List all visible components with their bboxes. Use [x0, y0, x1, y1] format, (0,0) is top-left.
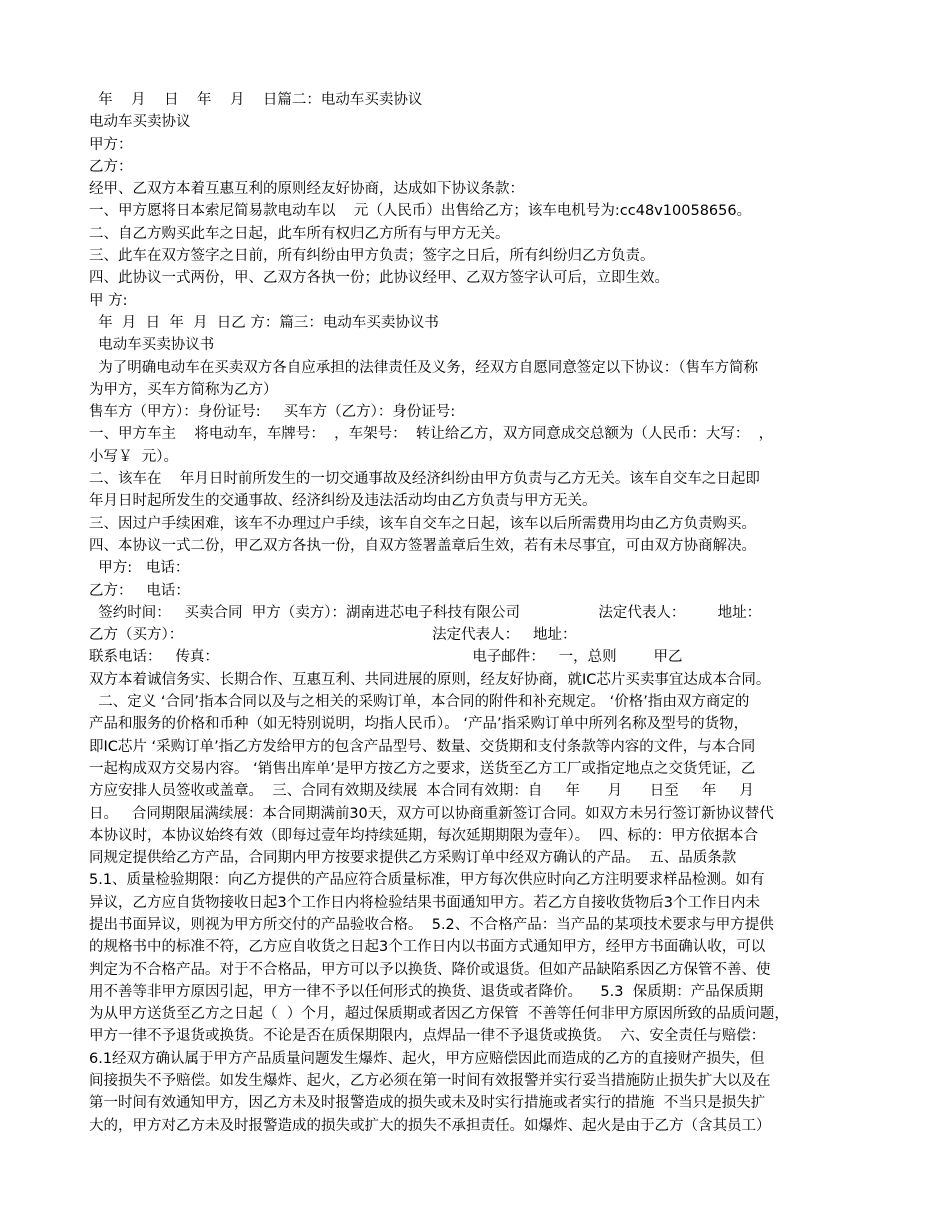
text-line: 一、甲方愿将日本索尼简易款电动车以 元（人民币）出售给乙方；该车电机号为:cc48v10058656。	[89, 203, 752, 220]
text-line: 四、此协议一式两份，甲、乙双方各执一份；此协议经甲、乙双方签字认可后，立即生效。	[89, 270, 669, 287]
text-line: 产品和服务的价格和币种（如无特别说明，均指人民币）。 ‘产品’指采购订单中所列名称及型号的货物，	[89, 716, 749, 733]
text-line: 一、甲方车主 将电动车，车牌号： ，车架号： 转让给乙方，双方同意成交总额为（人民币：大写： ，	[89, 426, 774, 443]
text-line: 年月日时起所发生的交通事故、经济纠纷及违法活动均由乙方负责与甲方无关。	[89, 493, 597, 510]
text-line: 乙方：	[89, 158, 133, 175]
text-line: 为甲方，买车方简称为乙方）	[89, 381, 278, 398]
text-line: 同规定提供给乙方产品，合同期内甲方按要求提供乙方采购订单中经双方确认的产品。 五、品质条款	[89, 850, 737, 867]
text-line: 小写￥ 元）。	[89, 448, 178, 465]
text-line: 5.1、质量检验期限：向乙方提供的产品应符合质量标准，甲方每次供应时向乙方注明要求样品检测。如有	[89, 872, 765, 889]
text-line: 用不善等非甲方原因引起，甲方一律不予以任何形式的换货、退货或者降价。 5.3 保质期：产品保质期	[89, 983, 764, 1000]
text-line: 为了明确电动车在买卖双方各自应承担的法律责任及义务，经双方自愿同意签定以下协议：（售车方简称	[89, 359, 758, 376]
text-line: 大的，甲方对乙方未及时报警造成的损失或扩大的损失不承担责任。如爆炸、起火是由于乙方（含其员工）	[89, 1117, 771, 1134]
text-line: 甲方一律不予退货或换货。不论是否在质保期限内，点焊品一律不予退货或换货。 六、安全责任与赔偿：	[89, 1028, 766, 1045]
text-line: 电动车买卖协议书	[89, 337, 215, 354]
text-line: 签约时间： 买卖合同 甲方（卖方）：湖南进芯电子科技有限公司 法定代表人： 地址：	[89, 604, 762, 621]
text-line: 双方本着诚信务实、长期合作、互惠互利、共同进展的原则，经友好协商，就IC芯片买卖事宜达成本合同。	[89, 671, 771, 688]
text-line: 经甲、乙双方本着互惠互利的原则经友好协商，达成如下协议条款：	[89, 181, 524, 198]
text-line: 二、该车在 年月日时前所发生的一切交通事故及经济纠纷由甲方负责与乙方无关。该车自交车之日起即	[89, 471, 760, 488]
text-line: 判定为不合格产品。对于不合格品，甲方可以予以换货、降价或退货。但如产品缺陷系因乙方保管不善、使	[89, 961, 771, 978]
text-line: 日。 合同期限届满续展：本合同期满前30天，双方可以协商重新签订合同。如双方未另行签订新协议替代	[89, 805, 774, 822]
text-line: 乙方： 电话：	[89, 582, 190, 599]
text-line: 一起构成双方交易内容。 ‘销售出库单’是甲方按乙方之要求，送货至乙方工厂或指定地点之交货凭证，乙	[89, 760, 756, 777]
text-line: 甲 方:	[89, 292, 128, 309]
text-line: 第一时间有效通知甲方，因乙方未及时报警造成的损失或未及时实行措施或者实行的措施 不当只是损失扩	[89, 1095, 766, 1112]
text-line: 的规格书中的标准不符，乙方应自收货之日起3个工作日内以书面方式通知甲方，经甲方书面确认收，可以	[89, 939, 766, 956]
text-line: 联系电话： 传真： 电子邮件： 一，总则 甲乙	[89, 649, 683, 666]
text-line: 电动车买卖协议	[89, 114, 191, 131]
text-line: 异议，乙方应自货物接收日起3个工作日内将检验结果书面通知甲方。若乙方自接收货物后3个工作日内未	[89, 894, 760, 911]
text-line: 间接损失不予赔偿。如发生爆炸、起火，乙方必须在第一时间有效报警并实行妥当措施防止损失扩大以及在	[89, 1073, 771, 1090]
text-line: 四、本协议一式二份，甲乙双方各执一份，自双方签署盖章后生效，若有未尽事宜，可由双方协商解决。	[89, 537, 756, 554]
text-line: 年 月 日 年 月 日乙 方：篇三：电动车买卖协议书	[89, 314, 439, 331]
text-line: 甲方: 电话：	[89, 560, 190, 577]
text-line: 乙方（买方）： 法定代表人： 地址：	[89, 627, 577, 644]
text-line: 本协议时，本协议始终有效（即每过壹年均持续延期，每次延期期限为壹年）。 四、标的：甲方依据本合	[89, 827, 758, 844]
text-line: 甲方：	[89, 136, 133, 153]
text-line: 二、自乙方购买此车之日起，此车所有权归乙方所有与甲方无关。	[89, 225, 510, 242]
text-line: 6.1经双方确认属于甲方产品质量问题发生爆炸、起火，甲方应赔偿因此而造成的乙方的直接财产损失，但	[89, 1050, 765, 1067]
document-body	[89, 89, 864, 1137]
text-line: 即IC芯片 ‘采购订单’指乙方发给甲方的包含产品型号、数量、交货期和支付条款等内容的文件，与本合同	[89, 738, 756, 755]
text-line: 售车方（甲方）：身份证号: 买车方（乙方）：身份证号:	[89, 404, 456, 421]
text-line: 三、此车在双方签字之日前，所有纠纷由甲方负责；签字之日后，所有纠纷归乙方负责。	[89, 248, 655, 265]
text-line: 提出书面异议，则视为甲方所交付的产品验收合格。 5.2、不合格产品：当产品的某项技术要求与甲方提供	[89, 916, 774, 933]
text-line: 年 月 日 年 月 日篇二：电动车买卖协议	[89, 92, 423, 108]
text-line: 为从甲方送货至乙方之日起（ ）个月，超过保质期或者因乙方保管 不善等任何非甲方原因所致的品质问题，	[89, 1006, 789, 1023]
text-line: 三、因过户手续困难，该车不办理过户手续，该车自交车之日起，该车以后所需费用均由乙方负责购买。	[89, 515, 756, 532]
text-line: 方应安排人员签收或盖章。 三、合同有效期及续展 本合同有效期：自 年 月 日至 年 月	[89, 783, 754, 800]
text-line: 二、定义 ‘合同’指本合同以及与之相关的采购订单，本合同的附件和补充规定。 ‘价格’指由双方商定的	[89, 694, 750, 711]
